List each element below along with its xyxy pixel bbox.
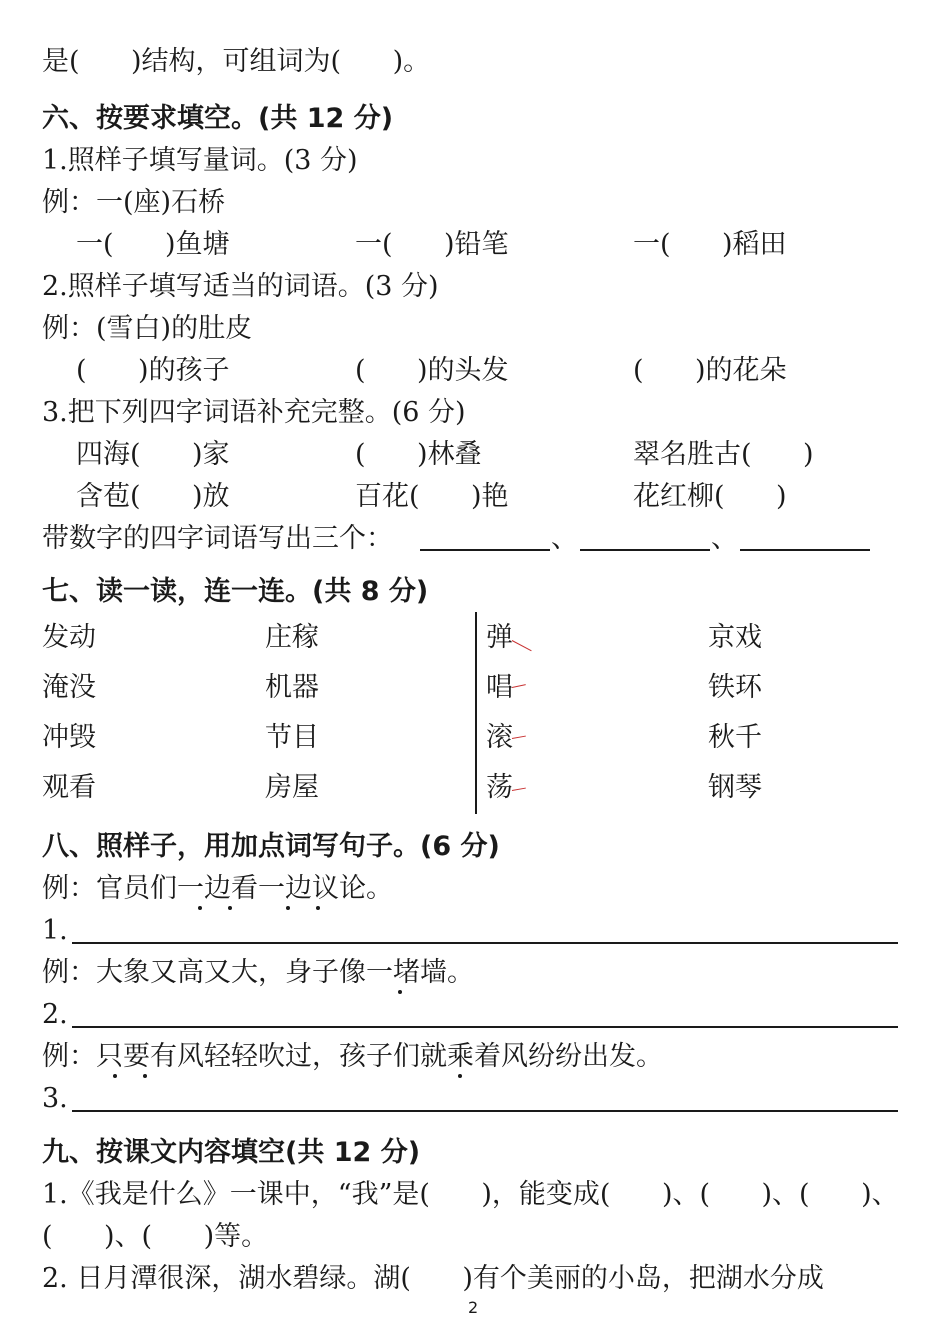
match-right-target[interactable]: 铁环: [708, 672, 762, 703]
answer-number-2: 2.: [42, 999, 68, 1030]
number-idiom-answer-2[interactable]: [580, 549, 710, 551]
separator-1: 、: [551, 523, 578, 554]
section-8-title: 八、照样子，用加点词写句子。(6 分): [42, 831, 500, 862]
question-6-1: 1.照样子填写量词。(3 分): [42, 145, 358, 176]
answer-line-3[interactable]: [72, 1110, 898, 1112]
emphasis-dot: [113, 1074, 117, 1078]
answer-number-3: 3.: [42, 1083, 68, 1114]
idiom-blank-2[interactable]: ( )林叠: [355, 439, 482, 470]
section-6-title: 六、按要求填空。(共 12 分): [42, 103, 394, 134]
number-idiom-answer-1[interactable]: [420, 549, 550, 551]
number-idiom-answer-3[interactable]: [740, 549, 870, 551]
answer-number-1: 1.: [42, 915, 68, 946]
match-right-target[interactable]: 秋千: [708, 722, 762, 753]
example-sentence-1: 例：官员们一边看一边议论。: [42, 873, 393, 904]
match-left-target[interactable]: 机器: [265, 672, 319, 703]
match-right-target[interactable]: 钢琴: [708, 772, 762, 803]
match-left-target[interactable]: 节目: [265, 722, 319, 753]
section-9-title: 九、按课文内容填空(共 12 分): [42, 1137, 421, 1168]
emphasis-dot: [228, 906, 232, 910]
emphasis-dot: [198, 906, 202, 910]
match-left-word[interactable]: 发动: [42, 622, 96, 653]
emphasis-dot: [143, 1074, 147, 1078]
phrase-blank-3[interactable]: ( )的花朵: [633, 355, 787, 386]
emphasis-dot: [458, 1074, 462, 1078]
measure-word-blank-3[interactable]: 一( )稻田: [633, 229, 787, 260]
emphasis-dot: [316, 906, 320, 910]
match-right-verb[interactable]: 弹: [486, 622, 513, 653]
match-left-word[interactable]: 观看: [42, 772, 96, 803]
idiom-blank-1[interactable]: 四海( )家: [76, 439, 230, 470]
question-9-1-line-2[interactable]: ( )、( )等。: [42, 1221, 269, 1252]
question-9-1-line-1[interactable]: 1.《我是什么》一课中，“我”是( )，能变成( )、( )、( )、: [42, 1179, 899, 1210]
match-right-verb[interactable]: 唱: [486, 672, 513, 703]
idiom-blank-4[interactable]: 含苞( )放: [76, 481, 230, 512]
idiom-blank-5[interactable]: 百花( )艳: [355, 481, 509, 512]
match-left-word[interactable]: 淹没: [42, 672, 96, 703]
match-left-target[interactable]: 庄稼: [265, 622, 319, 653]
carryover-line: 是( )结构，可组词为( )。: [42, 46, 431, 77]
match-left-target[interactable]: 房屋: [265, 772, 319, 803]
red-pen-stroke: [512, 684, 526, 688]
question-6-2-example: 例：(雪白)的肚皮: [42, 313, 253, 344]
match-right-verb[interactable]: 滚: [486, 722, 513, 753]
idiom-blank-6[interactable]: 花红柳( ): [633, 481, 787, 512]
matching-divider: [475, 612, 477, 814]
idiom-blank-3[interactable]: 翠名胜古( ): [633, 439, 814, 470]
measure-word-blank-2[interactable]: 一( )铅笔: [355, 229, 509, 260]
phrase-blank-2[interactable]: ( )的头发: [355, 355, 509, 386]
question-6-3: 3.把下列四字词语补充完整。(6 分): [42, 397, 466, 428]
answer-line-1[interactable]: [72, 942, 898, 944]
question-9-2-line-1[interactable]: 2. 日月潭很深，湖水碧绿。湖( )有个美丽的小岛，把湖水分成: [42, 1263, 824, 1294]
measure-word-blank-1[interactable]: 一( )鱼塘: [76, 229, 230, 260]
section-7-title: 七、读一读，连一连。(共 8 分): [42, 576, 429, 607]
phrase-blank-1[interactable]: ( )的孩子: [76, 355, 230, 386]
red-pen-stroke: [512, 788, 526, 791]
question-6-1-example: 例：一(座)石桥: [42, 187, 226, 218]
match-left-word[interactable]: 冲毁: [42, 722, 96, 753]
page-number: 2: [468, 1298, 479, 1317]
emphasis-dot: [398, 990, 402, 994]
match-right-target[interactable]: 京戏: [708, 622, 762, 653]
example-sentence-3: 例：只要有风轻轻吹过，孩子们就乘着风纷纷出发。: [42, 1041, 663, 1072]
question-6-2: 2.照样子填写适当的词语。(3 分): [42, 271, 439, 302]
number-idioms-prompt: 带数字的四字词语写出三个：: [42, 523, 393, 554]
separator-2: 、: [711, 523, 738, 554]
emphasis-dot: [286, 906, 290, 910]
match-right-verb[interactable]: 荡: [486, 772, 513, 803]
red-pen-stroke: [512, 640, 532, 651]
answer-line-2[interactable]: [72, 1026, 898, 1028]
example-sentence-2: 例：大象又高又大，身子像一堵墙。: [42, 957, 474, 988]
red-pen-stroke: [512, 736, 526, 739]
